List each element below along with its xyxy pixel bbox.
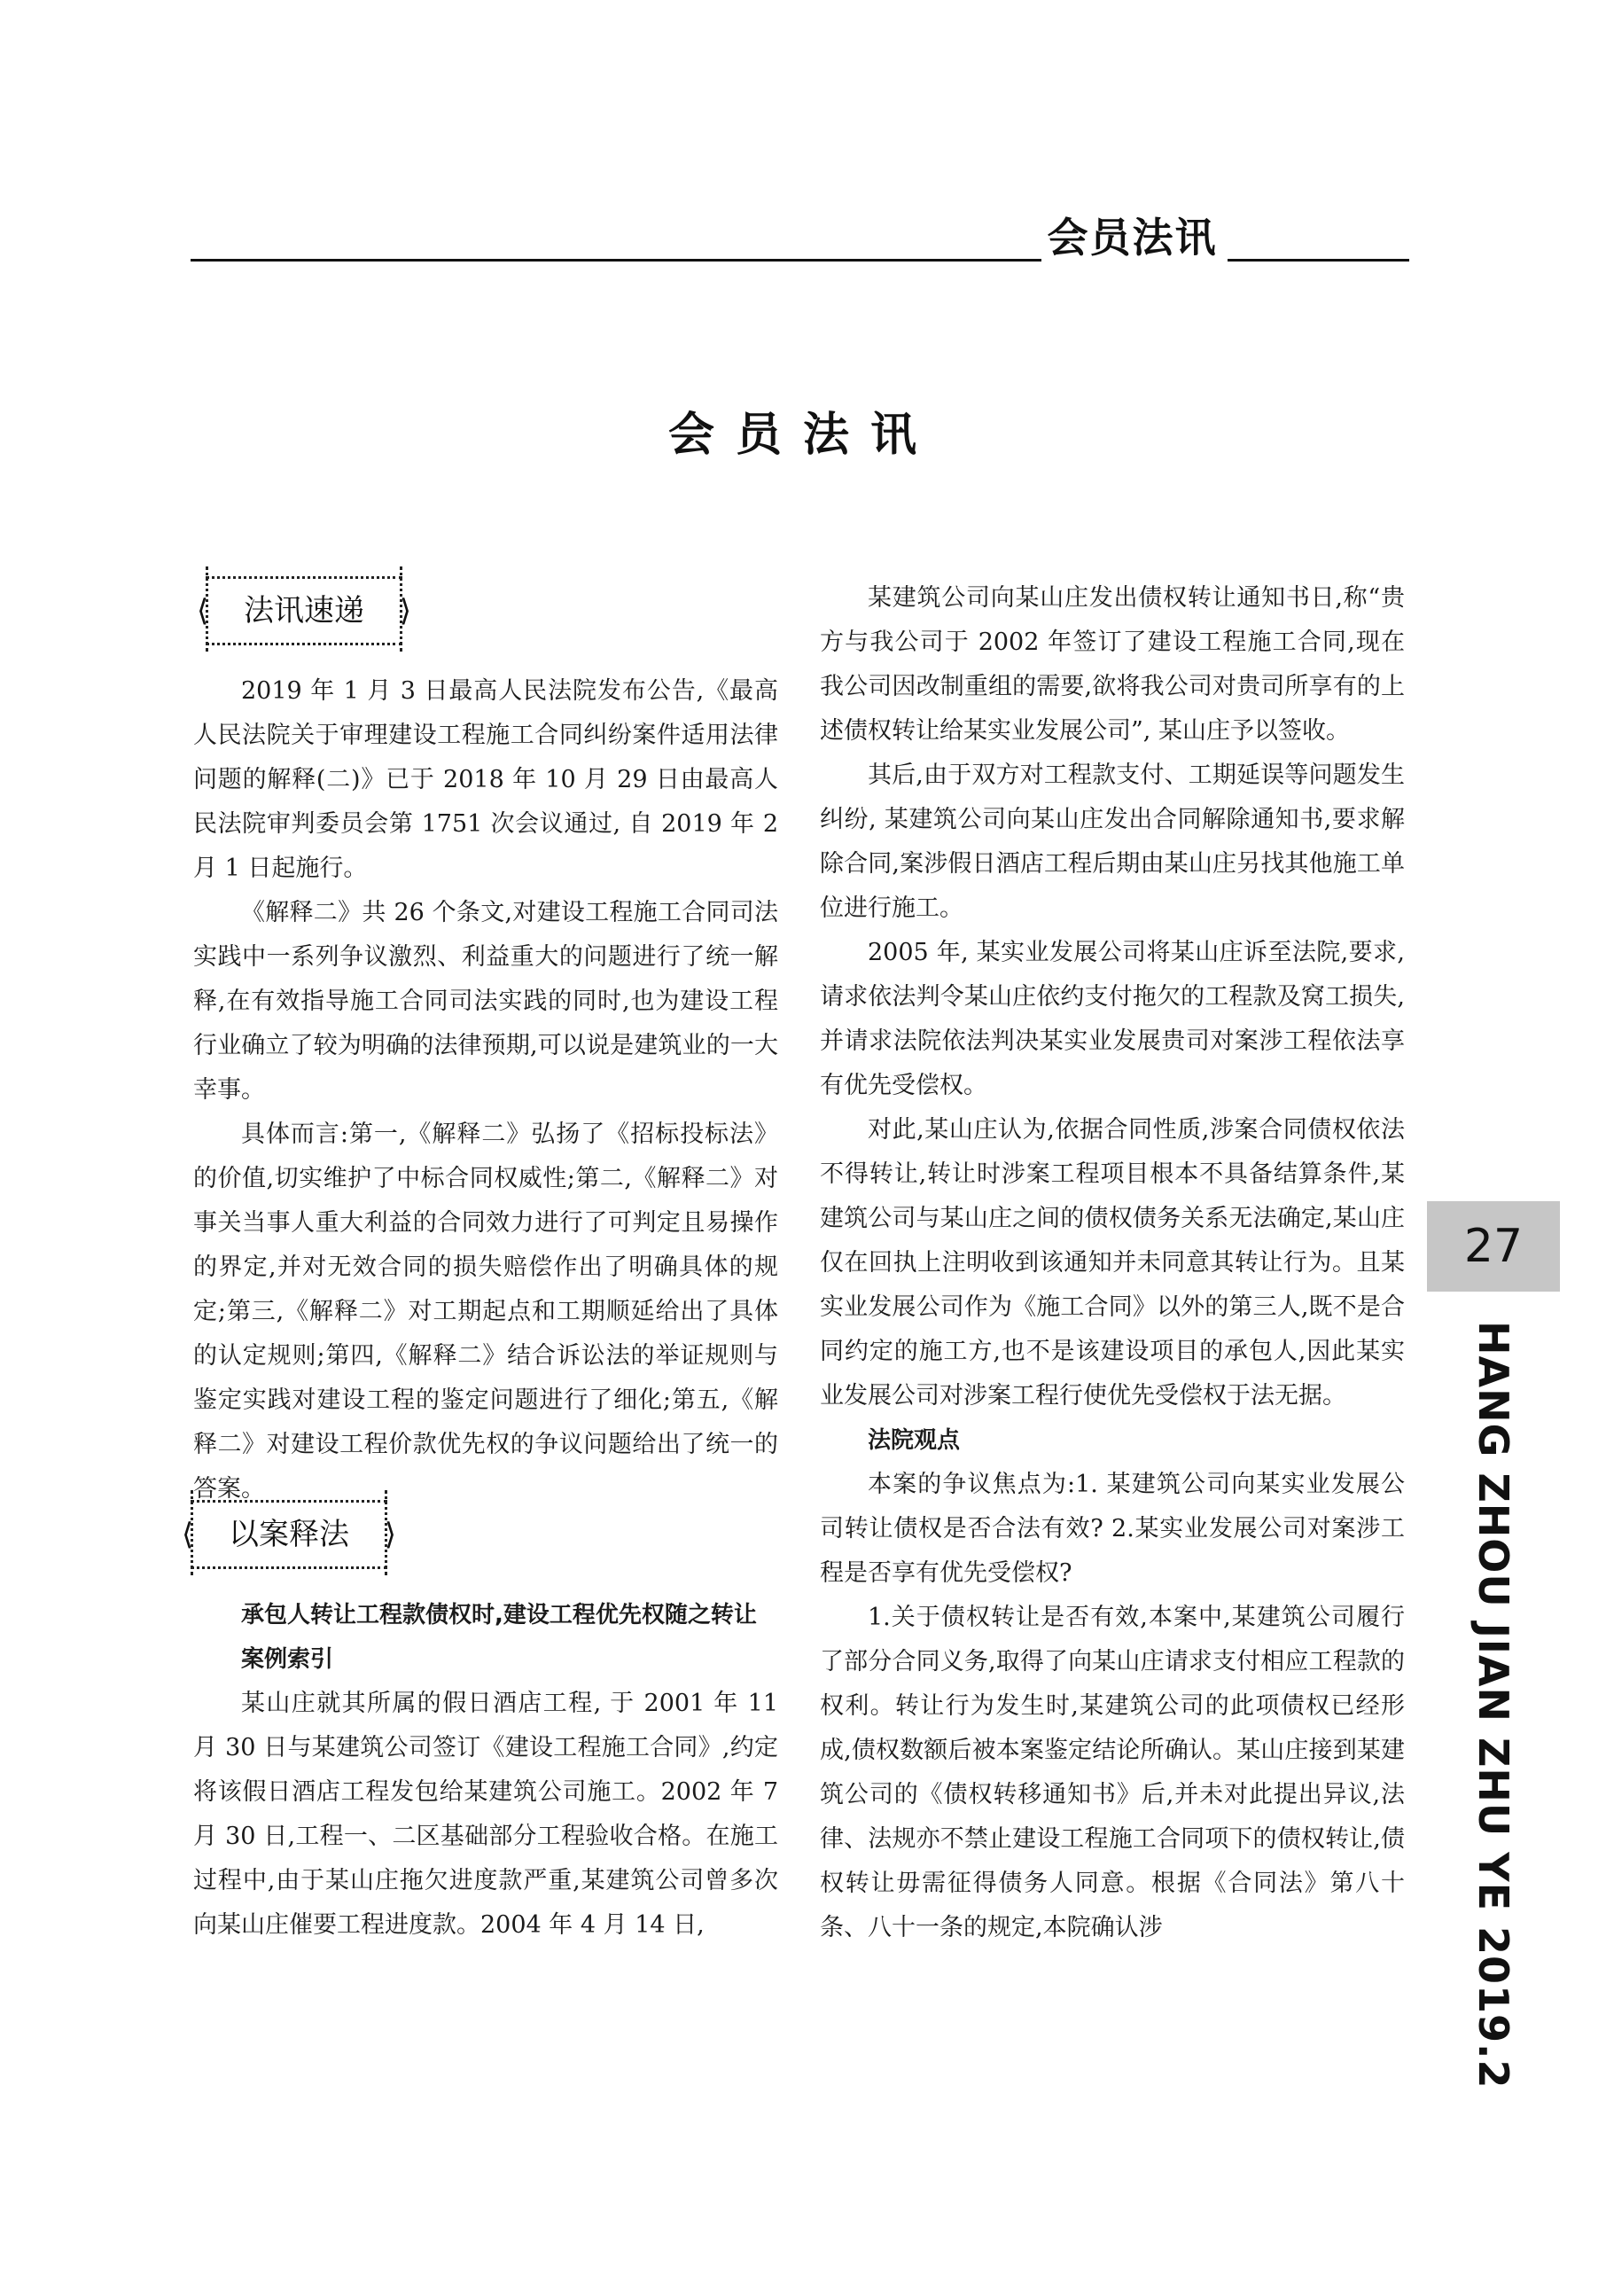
paragraph: 某山庄就其所属的假日酒店工程, 于 2001 年 11 月 30 日与某建筑公司签订《建设工程施工合同》,约定将该假日酒店工程发包给某建筑公司施工。2002 年 7 月 30 日,工程一、二区基础部分工程验收合格。在施工过程中,由于某山庄拖欠进度款严重,某建筑公司曾多次向某山庄催要工程进度款。2004 年 4 月 14 日,: [193, 1690, 778, 1939]
page-title: 会员法讯: [667, 409, 938, 462]
bracket-right-icon: ⟩: [384, 1517, 396, 1552]
paragraph: 其后,由于双方对工程款支付、工期延误等问题发生纠纷, 某建筑公司向某山庄发出合同解除通知书,要求解除合同,案涉假日酒店工程后期由某山庄另找其他施工单位进行施工。: [820, 761, 1405, 922]
case-index-heading: 案例索引: [241, 1646, 334, 1673]
section-box-cases: [182, 1500, 396, 1569]
paragraph: 具体而言:第一,《解释二》弘扬了《招标投标法》的价值,切实维护了中标合同权威性;第二,《解释二》对事关当事人重大利益的合同效力进行了可判定且易操作的界定,并对无效合同的损失赔偿作出了明确具体的规定;第三,《解释二》对工期起点和工期顺延给出了具体的认定规则;第四,《解释二》结合诉讼法的举证规则与鉴定实践对建设工程的鉴定问题进行了细化;第五,《解释二》对建设工程价款优先权的争议问题给出了统一的答案。: [193, 1121, 778, 1503]
header-rule-left: [191, 259, 1041, 262]
paragraph: 2019 年 1 月 3 日最高人民法院发布公告,《最高人民法院关于审理建设工程施工合同纠纷案件适用法律问题的解释(二)》已于 2018 年 10 月 29 日由最高人民法院审判委员会第 1751 次会议通过, 自 2019 年 2 月 1 日起施行。: [193, 677, 778, 882]
section-title: 法讯速递: [244, 593, 364, 629]
paragraph: 对此,某山庄认为,依据合同性质,涉案合同债权依法不得转让,转让时涉案工程项目根本不具备结算条件,某建筑公司与某山庄之间的债权债务关系无法确定,某山庄仅在回执上注明收到该通知并未同意其转让行为。且某实业发展公司作为《施工合同》以外的第三人,既不是合同约定的施工方,也不是该建设项目的承包人,因此某实业发展公司对涉案工程行使优先受偿权于法无据。: [820, 1116, 1405, 1410]
running-header-title: 会员法讯: [1047, 214, 1218, 262]
case-heading: 承包人转让工程款债权时,建设工程优先权随之转让: [241, 1602, 757, 1628]
right-column: [820, 576, 1405, 1950]
paragraph: 《解释二》共 26 个条文,对建设工程施工合同司法实践中一系列争议激烈、利益重大的问题进行了统一解释,在有效指导施工合同司法实践的同时,也为建设工程行业确立了较为明确的法律预期,可以说是建筑业的一大幸事。: [193, 899, 778, 1104]
page-number: 27: [1427, 1201, 1560, 1292]
paragraph: 2005 年, 某实业发展公司将某山庄诉至法院,要求,请求依法判令某山庄依约支付拖欠的工程款及窝工损失,并请求法院依法判决某实业发展贵司对案涉工程依法享有优先受偿权。: [820, 939, 1405, 1099]
magazine-side-label: HANG ZHOU JIAN ZHU YE 2019.2: [1470, 1321, 1517, 2089]
bracket-right-icon: ⟩: [399, 593, 411, 629]
section-title: 以案释法: [229, 1517, 349, 1552]
section-box-news: [197, 576, 411, 645]
paragraph: 本案的争议焦点为:1. 某建筑公司向某实业发展公司转让债权是否合法有效? 2.某实业发展公司对案涉工程是否享有优先受偿权?: [820, 1471, 1405, 1587]
paragraph: 1.关于债权转让是否有效,本案中,某建筑公司履行了部分合同义务,取得了向某山庄请求支付相应工程款的权利。转让行为发生时,某建筑公司的此项债权已经形成,债权数额后被本案鉴定结论所确认。某山庄接到某建筑公司的《债权转移通知书》后,并未对此提出异议,法律、法规亦不禁止建设工程施工合同项下的债权转让,债权转让毋需征得债务人同意。根据《合同法》第八十条、八十一条的规定,本院确认涉: [820, 1604, 1405, 1941]
paragraph: 某建筑公司向某山庄发出债权转让通知书日,称“贵方与我公司于 2002 年签订了建设工程施工合同,现在我公司因改制重组的需要,欲将我公司对贵司所享有的上述债权转让给某实业发展公司”, 某山庄予以签收。: [820, 584, 1405, 745]
court-view-heading: 法院观点: [868, 1427, 961, 1454]
bracket-left-icon: ⟨: [182, 1517, 194, 1552]
left-column-case: [193, 1593, 778, 1948]
bracket-left-icon: ⟨: [197, 593, 209, 629]
header-rule-right: [1228, 259, 1409, 262]
left-column: [193, 669, 778, 1511]
